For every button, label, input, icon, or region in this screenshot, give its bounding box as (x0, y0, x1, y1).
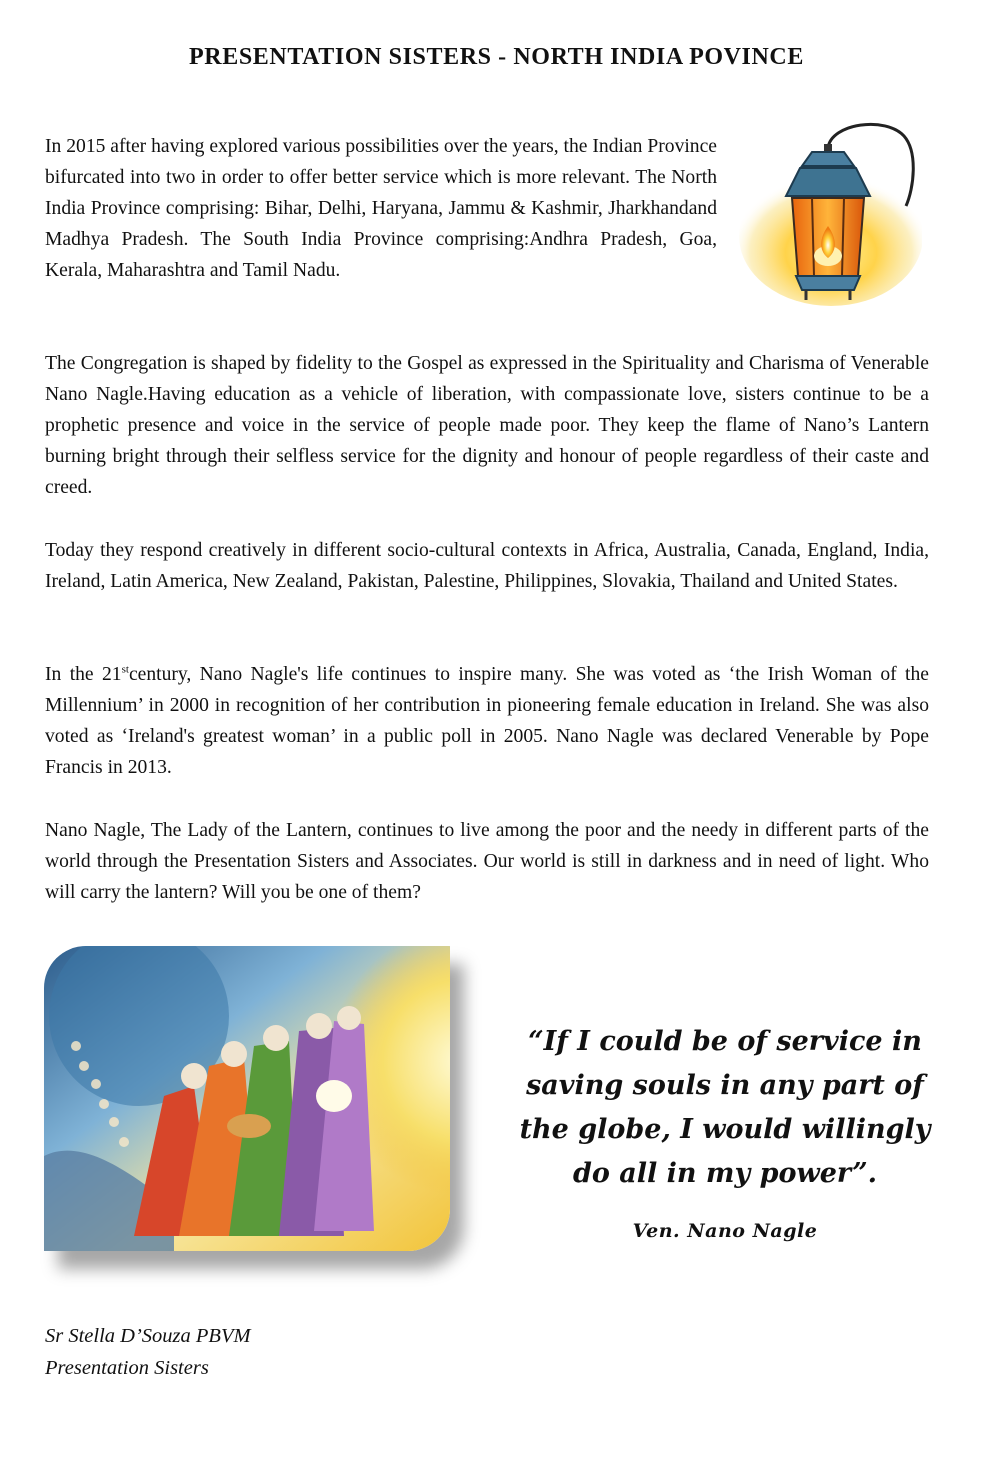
lantern-illustration (736, 118, 922, 306)
paragraph-congregation: The Congregation is shaped by fidelity to the Gospel as expressed in the Spirituality and Charisma of Venerable Nano Nagle.Having education as a vehicle of liberation, with compassionate love, sisters continue to be a prophetic presence and voice in the service of people made poor. They keep the flame of Nano’s Lantern burning bright through their selfless service for the dignity and honour of people regardless of their caste and creed. (45, 353, 929, 498)
page-title: PRESENTATION SISTERS - NORTH INDIA POVINCE (189, 44, 804, 70)
paragraph-continued: century, Nano Nagle's life continues to inspire many. She was voted as ‘the Irish Woman of the Millennium’ in 2000 in recognition of her contribution in pioneering female education in Ireland. She was also voted as ‘Ireland's greatest woman’ in a public poll in 2005. Nano Nagle was declared Venerable by Pope Francis in 2013. (45, 664, 929, 778)
paragraph-nano-nagle (45, 659, 929, 783)
painting-image (44, 946, 450, 1251)
century-number: In the 21 (45, 664, 122, 685)
sisters-painting (44, 946, 450, 1251)
author-organization: Presentation Sisters (45, 1357, 209, 1379)
paragraph-lantern: Nano Nagle, The Lady of the Lantern, continues to live among the poor and the needy in different parts of the world through the Presentation Sisters and Associates. Our world is still in darkness and in need of light. Who will carry the lantern? Will you be one of them? (45, 820, 929, 903)
quote-author: Ven. Nano Nagle (632, 1220, 818, 1242)
ordinal-suffix: st (121, 663, 129, 676)
paragraph-countries: Today they respond creatively in different socio-cultural contexts in Africa, Australia, Canada, England, India, Ireland, Latin America, New Zealand, Pakistan, Palestine, Philippines, Slovakia, Thailand and United States. (45, 540, 929, 592)
lantern-icon (736, 118, 922, 306)
paragraph-province: In 2015 after having explored various possibilities over the years, the Indian Province bifurcated into two in order to offer better service which is more relevant. The North India Province comprising: Bihar, Delhi, Haryana, Jammu & Kashmir, Jharkhandand Madhya Pradesh. The South India Province comprising:Andhra Pradesh, Goa, Kerala, Maharashtra and Tamil Nadu. (45, 136, 717, 281)
author-name: Sr Stella D’Souza PBVM (45, 1325, 251, 1347)
signature-block (45, 1320, 251, 1384)
nano-nagle-quote: “If I could be of service in saving souls in any part of the globe, I would willingly do all in my power”. (519, 1026, 931, 1189)
